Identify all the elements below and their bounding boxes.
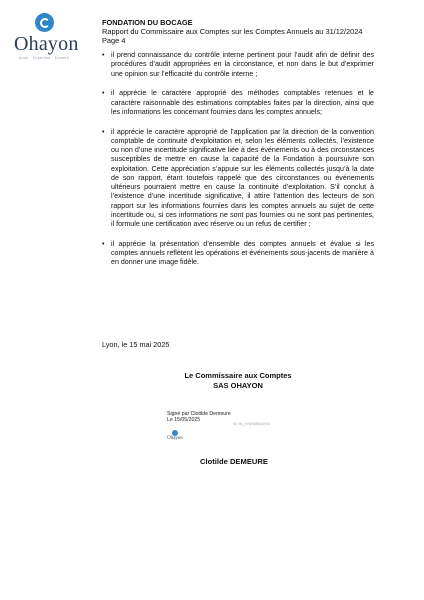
ohayon-logo-icon	[35, 13, 54, 32]
page-header	[102, 18, 402, 45]
stamp-wordmark: Ohayon	[167, 436, 183, 441]
page-number: Page 4	[102, 36, 126, 45]
signed-by: Signé par Clotilde Demeure	[167, 411, 231, 417]
bullet-icon: •	[102, 52, 105, 59]
signature-stamp	[165, 430, 185, 442]
bullet-icon: •	[102, 240, 105, 248]
signature-id: ID: rk_vYtZWAbQnYA	[233, 422, 270, 426]
logo-wordmark: Ohayon	[14, 33, 79, 55]
list-item-text: il prend connaissance du contrôle interne pertinent pour l’audit afin de définir des procédures d’audit appropriées en la circonstance, et non dans le but d’exprimer une opinion sur l’efficacité du contrôle interne ;	[111, 51, 374, 78]
list-item-text: il apprécie le caractère approprié des méthodes comptables retenues et le caractère raisonnable des estimations comptables faites par la direction, ainsi que les informations les concernant fournies dans les comptes annuels;	[111, 89, 374, 116]
signatory-block	[102, 371, 374, 390]
bullet-icon: •	[102, 90, 105, 98]
organization-name: FONDATION DU BOCAGE	[102, 18, 193, 27]
place-and-date: Lyon, le 15 mai 2025	[102, 340, 170, 349]
list-item	[102, 128, 374, 230]
electronic-signature-info	[167, 411, 231, 423]
list-item-text: il apprécie le caractère approprié de l’application par la direction de la convention comptable de continuité d’exploitation et, selon les éléments collectés, l’existence ou non d’une incertitude significative liée à des événements ou à des circonstances susceptibles de mettre en cause la capacité de la Fondation à poursuivre son exploitation. Cette appréciation s’appuie sur les éléments collectés jusqu’à la date de son rapport, étant toutefois rappelé que des circonstances ou événements ultérieurs pourraient mettre en cause la continuité d’exploitation. S’il conclut à l’existence d’une incertitude significative, il attire l’attention des lecteurs de son rapport sur les informations fournies dans les comptes annuels au sujet de cette incertitude ou, si ces informations ne sont pas fournies ou ne sont pas pertinentes, il formule une certification avec réserve ou un refus de certifier ;	[111, 127, 374, 228]
report-title: Rapport du Commissaire aux Comptes sur les Comptes Annuels au 31/12/2024	[102, 27, 363, 36]
list-item	[102, 51, 374, 79]
bullet-icon: •	[102, 128, 105, 136]
signer-name: Clotilde DEMEURE	[200, 457, 268, 466]
list-item	[102, 89, 374, 117]
auditor-title: Le Commissaire aux Comptes	[184, 371, 292, 380]
ohayon-logo	[14, 13, 79, 60]
procedures-list	[102, 51, 374, 278]
list-item-text: il apprécie la présentation d’ensemble des comptes annuels et évalue si les comptes annuels reflètent les opérations et événements sous-jacents de manière à en donner une image fidèle.	[111, 239, 374, 267]
signed-on: Le 15/05/2025	[167, 417, 201, 424]
list-item	[102, 240, 374, 268]
firm-name: SAS OHAYON	[213, 380, 263, 390]
logo-tagline: Audit · Expertise · Conseil	[19, 56, 69, 60]
